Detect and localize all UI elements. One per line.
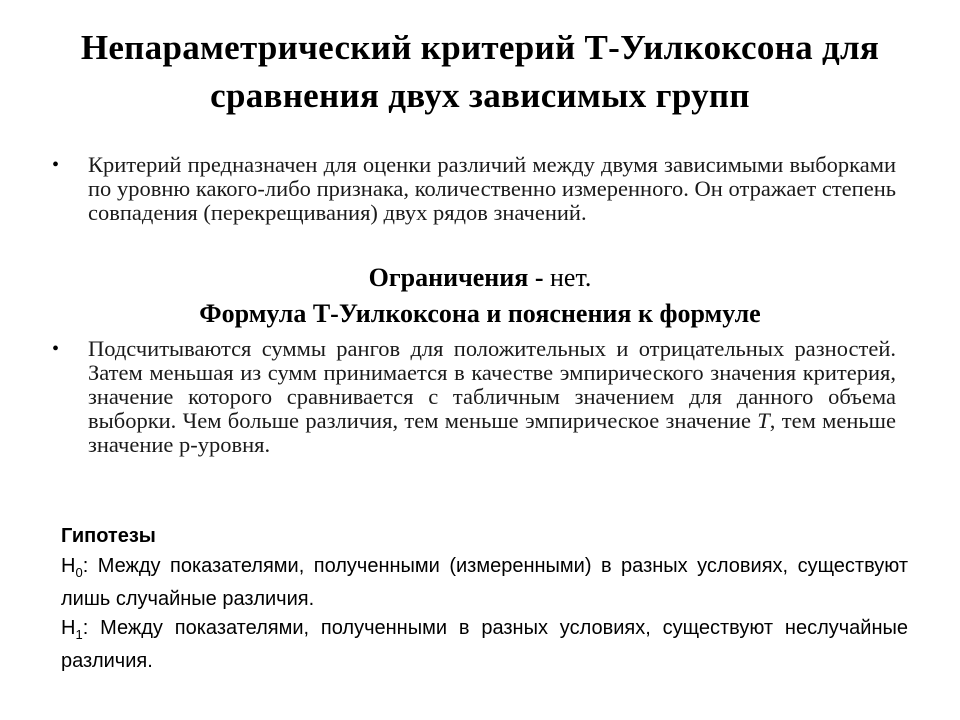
- restrictions-label: Ограничения: [368, 263, 529, 292]
- restrictions-value: нет.: [549, 263, 592, 292]
- formula-heading: [40, 298, 920, 330]
- bullet-formula-explanation: [50, 337, 896, 457]
- restrictions-line: [40, 262, 920, 294]
- hypothesis-h1: [61, 612, 908, 678]
- h0-text: : Между показателями, полученными (измеренными) в разных условиях, существуют лишь случайные различия.: [61, 555, 908, 610]
- h1-index: 1: [75, 627, 83, 642]
- hypothesis-h0: [61, 550, 908, 616]
- restrictions-separator: -: [528, 263, 550, 292]
- explanation-italic-t: Т: [757, 408, 770, 433]
- hypotheses-heading: Гипотезы: [61, 525, 156, 547]
- criterion-description-text: Критерий предназначен для оценки различий между двумя зависимыми выборками по уровню какого-либо признака, количественно измеренного. Он отражает степень совпадения (перекрещивания) двух рядов значений.: [88, 152, 896, 225]
- bullet-marker: •: [52, 154, 60, 176]
- formula-heading-text: Формула Т-Уилкоксона и пояснения к формуле: [199, 299, 761, 328]
- explanation-text-end: , тем меньше значение р-уровня.: [88, 408, 896, 457]
- h0-letter: H: [61, 555, 76, 577]
- explanation-text-part: Подсчитываются суммы рангов для положительных и отрицательных разностей. Затем меньшая из сумм принимается в качестве эмпирического значения критерия, значение которого сравнивается с табличным значением для данного объема выборки. Чем больше различия, тем меньше эмпирическое значение: [88, 336, 896, 433]
- formula-explanation-text: [88, 337, 896, 457]
- h0-index: 0: [75, 565, 83, 580]
- page-title: Непараметрический критерий Т-Уилкоксона для сравнения двух зависимых групп: [80, 28, 880, 115]
- bullet-criterion-description: [50, 153, 896, 225]
- h1-letter: H: [61, 617, 76, 639]
- h1-text: : Между показателями, полученными в разных условиях, существуют неслучайные различия.: [61, 617, 908, 672]
- bullet-marker: •: [52, 338, 60, 360]
